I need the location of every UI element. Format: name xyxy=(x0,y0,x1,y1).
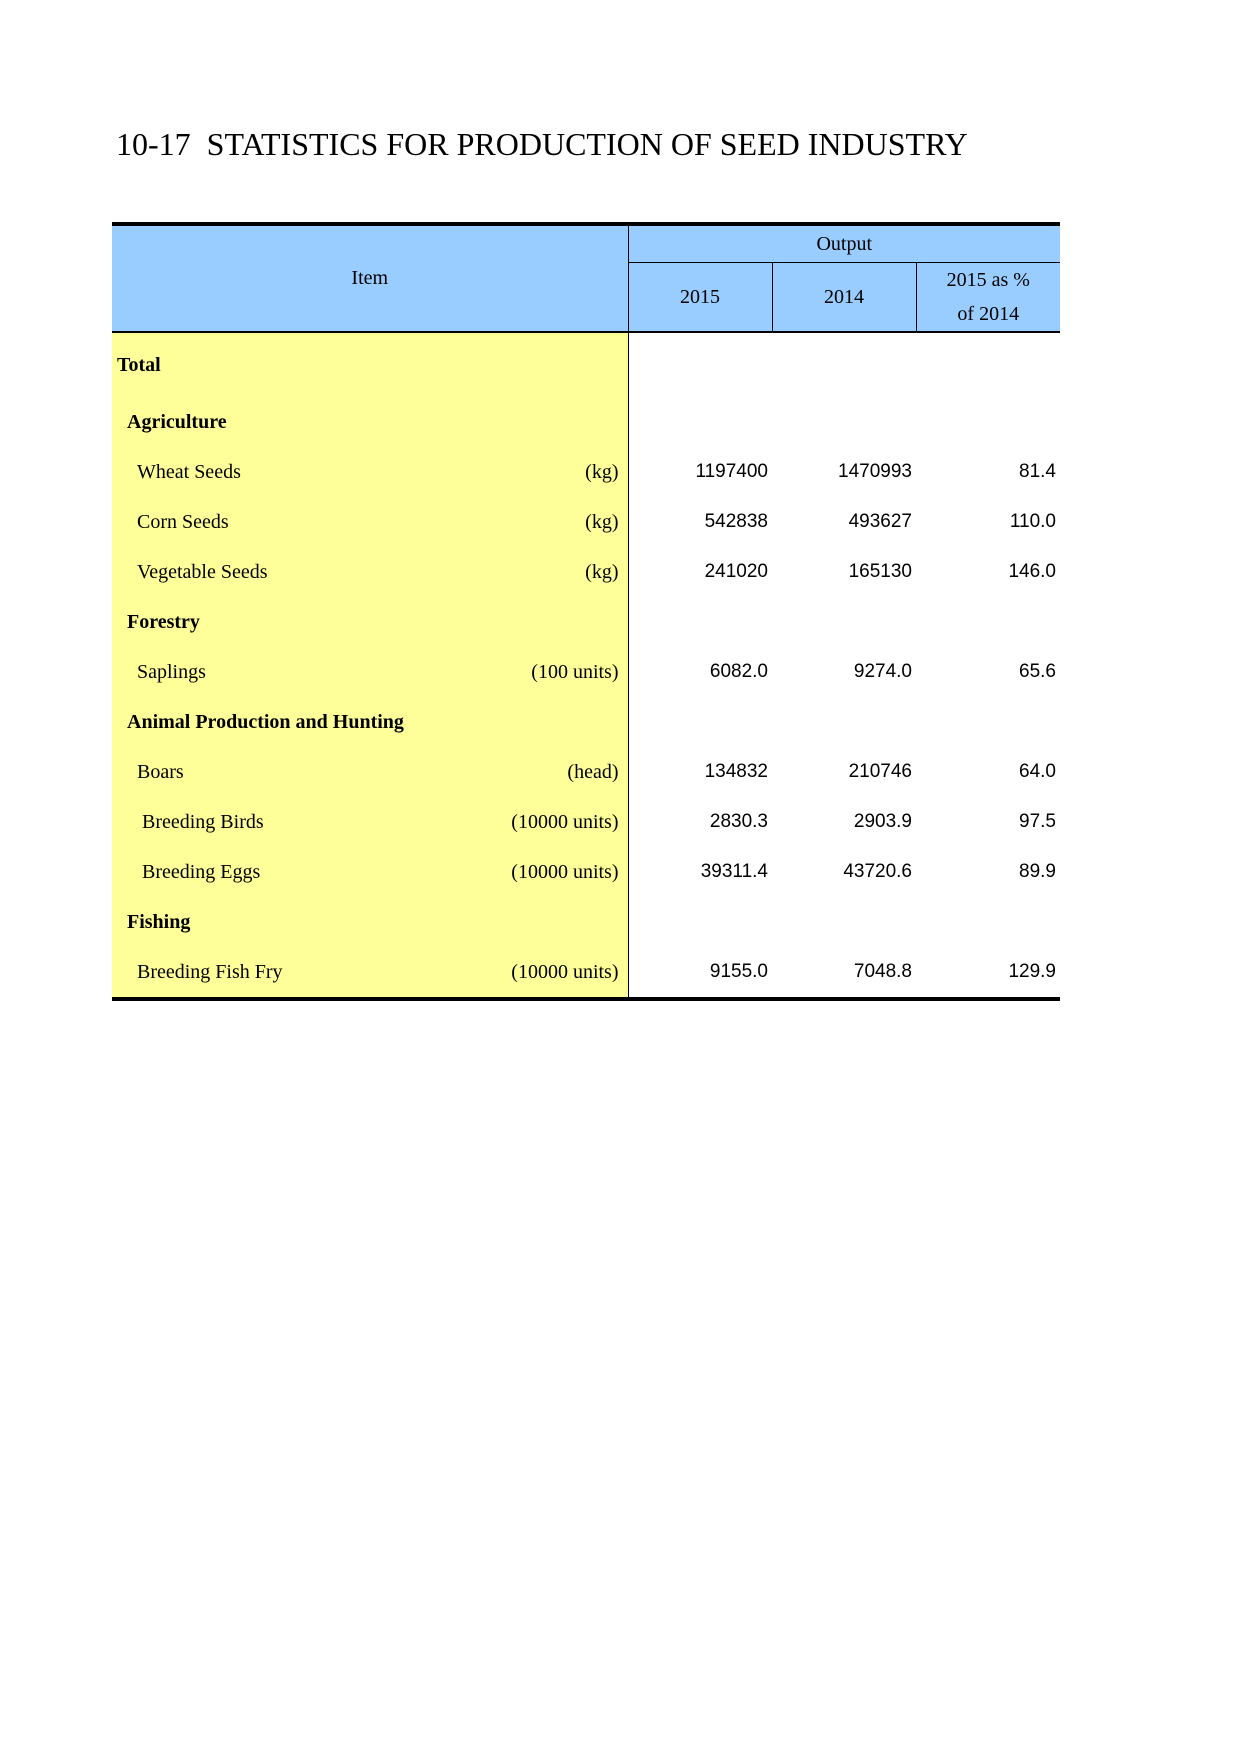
table-row xyxy=(112,747,1060,797)
value-2015: 542838 xyxy=(704,511,768,532)
row-unit: (10000 units) xyxy=(511,860,619,883)
value-pct: 110.0 xyxy=(1009,511,1056,532)
table-row xyxy=(112,847,1060,897)
value-2015: 6082.0 xyxy=(709,661,768,682)
row-label: Breeding Birds xyxy=(142,810,264,833)
value-pct xyxy=(916,597,1060,647)
row-label: Total xyxy=(117,353,161,376)
table-row xyxy=(112,332,1060,397)
value-2015: 1197400 xyxy=(695,461,768,482)
row-label: Breeding Eggs xyxy=(142,860,261,883)
value-2014: 1470993 xyxy=(838,461,912,482)
year-2014-header: 2014 xyxy=(772,263,916,333)
table-row xyxy=(112,897,1060,947)
table-row xyxy=(112,597,1060,647)
percent-header-line1: 2015 as % xyxy=(946,269,1030,291)
output-column-header: Output xyxy=(628,224,1060,263)
row-label: Agriculture xyxy=(127,410,227,433)
row-label: Wheat Seeds xyxy=(137,460,241,483)
value-2014 xyxy=(772,697,916,747)
row-unit: (head) xyxy=(567,760,619,783)
table-row xyxy=(112,497,1060,547)
value-2014: 2903.9 xyxy=(853,811,912,832)
value-2015 xyxy=(628,697,772,747)
row-unit: (100 units) xyxy=(531,660,619,683)
value-pct: 129.9 xyxy=(916,947,1060,999)
table-row xyxy=(112,447,1060,497)
value-2015: 39311.4 xyxy=(700,861,768,882)
value-pct: 89.9 xyxy=(1019,861,1056,882)
value-2015 xyxy=(628,397,772,447)
table-row xyxy=(112,697,1060,747)
row-label: Boars xyxy=(137,760,184,783)
year-2015-header: 2015 xyxy=(628,263,772,333)
value-2014 xyxy=(772,897,916,947)
value-2015 xyxy=(628,597,772,647)
row-unit: (kg) xyxy=(585,510,619,533)
row-label: Fishing xyxy=(127,910,191,933)
seed-industry-table xyxy=(112,222,1060,1001)
value-pct xyxy=(916,697,1060,747)
row-label: Vegetable Seeds xyxy=(137,560,268,583)
value-2015: 9155.0 xyxy=(628,947,772,999)
value-pct: 65.6 xyxy=(1019,661,1056,682)
item-column-header: Item xyxy=(112,224,628,332)
value-pct xyxy=(916,897,1060,947)
table-row xyxy=(112,397,1060,447)
row-label: Animal Production and Hunting xyxy=(127,710,404,733)
value-2015: 134832 xyxy=(704,761,768,782)
value-2015: 241020 xyxy=(704,561,768,582)
row-unit: (kg) xyxy=(585,560,619,583)
row-label: Corn Seeds xyxy=(137,510,229,533)
value-2014: 7048.8 xyxy=(772,947,916,999)
value-2014 xyxy=(772,332,916,397)
value-2014: 9274.0 xyxy=(853,661,912,682)
value-2014: 493627 xyxy=(848,511,912,532)
page-title: 10-17 STATISTICS FOR PRODUCTION OF SEED INDUSTRY xyxy=(116,126,968,162)
percent-header-line2: of 2014 xyxy=(957,303,1020,325)
row-unit: (10000 units) xyxy=(511,810,619,833)
row-label: Breeding Fish Fry xyxy=(137,960,283,983)
value-2014 xyxy=(772,397,916,447)
table-row xyxy=(112,647,1060,697)
value-pct: 97.5 xyxy=(1019,811,1056,832)
value-2014: 43720.6 xyxy=(843,861,912,882)
value-2015: 2830.3 xyxy=(709,811,768,832)
value-2014: 210746 xyxy=(848,761,912,782)
value-2014 xyxy=(772,597,916,647)
value-2014: 165130 xyxy=(848,561,912,582)
value-pct: 81.4 xyxy=(1019,461,1056,482)
row-label: Forestry xyxy=(127,610,200,633)
value-pct: 64.0 xyxy=(1019,761,1056,782)
row-label: Saplings xyxy=(137,660,206,683)
percent-header xyxy=(916,263,1060,333)
value-pct: 146.0 xyxy=(1008,561,1056,582)
row-unit: (kg) xyxy=(585,460,619,483)
table-row xyxy=(112,947,1060,999)
value-2015 xyxy=(628,897,772,947)
value-pct xyxy=(916,397,1060,447)
table-row xyxy=(112,547,1060,597)
value-pct xyxy=(916,332,1060,397)
table-row xyxy=(112,797,1060,847)
row-unit: (10000 units) xyxy=(511,960,619,983)
value-2015 xyxy=(628,332,772,397)
